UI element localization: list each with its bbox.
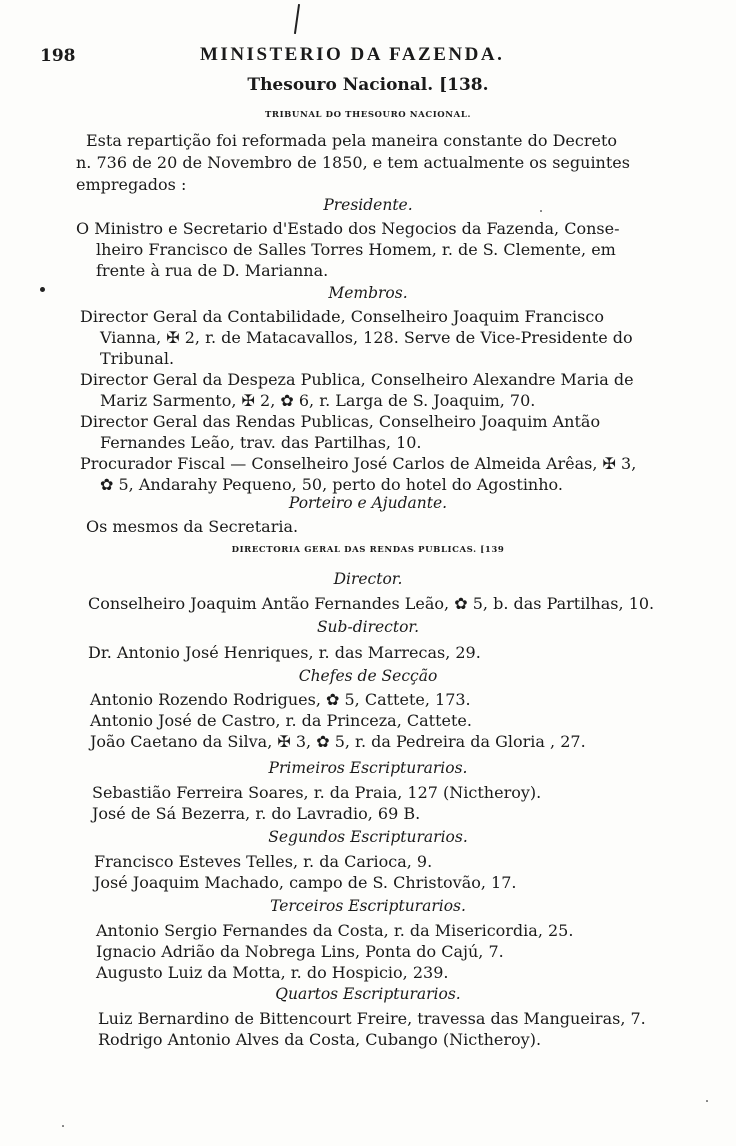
- directoria-title: DIRECTORIA GERAL DAS RENDAS PUBLICAS. [139: [231, 545, 505, 555]
- list-item: Luiz Bernardino de Bittencourt Freire, travessa das Mangueiras, 7.: [98, 1009, 646, 1028]
- intro-line: empregados :: [76, 175, 187, 194]
- list-item: Antonio Rozendo Rodrigues, ✿ 5, Cattete, 173.: [90, 690, 471, 709]
- heading-primeiros: Primeiros Escripturarios.: [268, 759, 468, 777]
- heading-terceiros: Terceiros Escripturarios.: [270, 897, 466, 915]
- entry-line: Tribunal.: [100, 349, 175, 368]
- list-item: Antonio Sergio Fernandes da Costa, r. da Misericordia, 25.: [96, 921, 574, 940]
- list-item: Augusto Luiz da Motta, r. do Hospicio, 239.: [96, 963, 449, 982]
- intro-line: n. 736 de 20 de Novembro de 1850, e tem actualmente os seguintes: [76, 153, 630, 172]
- tribunal-title: TRIBUNAL DO THESOURO NACIONAL.: [264, 110, 472, 120]
- entry-line: Fernandes Leão, trav. das Partilhas, 10.: [100, 433, 422, 452]
- heading-membros: Membros.: [328, 284, 408, 302]
- entry-line: Director Geral da Despeza Publica, Conselheiro Alexandre Maria de: [80, 370, 634, 389]
- entry-membro: [80, 369, 660, 411]
- list-item: José Joaquim Machado, campo de S. Christovão, 17.: [94, 873, 517, 892]
- list-item: José de Sá Bezerra, r. do Lavradio, 69 B.: [92, 804, 421, 823]
- entry-line: lheiro Francisco de Salles Torres Homem, r. de S. Clemente, em: [96, 240, 616, 259]
- entry-line: Director Geral das Rendas Publicas, Conselheiro Joaquim Antão: [80, 412, 601, 431]
- entry-line: Vianna, ✠ 2, r. de Matacavallos, 128. Serve de Vice-Presidente do: [100, 328, 633, 347]
- entry-line: Procurador Fiscal — Conselheiro José Carlos de Almeida Arêas, ✠ 3,: [80, 454, 637, 473]
- heading-subdirector: Sub-director.: [316, 618, 420, 636]
- intro-paragraph: [76, 130, 656, 196]
- entry-porteiro: Os mesmos da Secretaria.: [86, 517, 299, 536]
- heading-segundos: Segundos Escripturarios.: [268, 828, 468, 846]
- list-item: João Caetano da Silva, ✠ 3, ✿ 5, r. da Pedreira da Gloria , 27.: [90, 732, 586, 751]
- page-header: [40, 42, 696, 68]
- entry-director: Conselheiro Joaquim Antão Fernandes Leão, ✿ 5, b. das Partilhas, 10.: [88, 594, 655, 613]
- heading-director: Director.: [333, 570, 403, 588]
- entry-line: Director Geral da Contabilidade, Conselheiro Joaquim Francisco: [80, 307, 604, 326]
- list-item: Ignacio Adrião da Nobrega Lins, Ponta do Cajú, 7.: [96, 942, 504, 961]
- page-number: 198: [40, 46, 76, 66]
- entry-line: Mariz Sarmento, ✠ 2, ✿ 6, r. Larga de S. Joaquim, 70.: [100, 391, 536, 410]
- heading-porteiro: Porteiro e Ajudante.: [288, 494, 448, 512]
- entry-line: O Ministro e Secretario d'Estado dos Negocios da Fazenda, Conse-: [76, 219, 620, 238]
- entry-line: frente à rua de D. Marianna.: [96, 261, 329, 280]
- intro-line: Esta repartição foi reformada pela maneira constante do Decreto: [86, 131, 618, 150]
- entry-line: ✿ 5, Andarahy Pequeno, 50, perto do hotel do Agostinho.: [100, 475, 563, 494]
- running-title: MINISTERIO DA FAZENDA.: [200, 44, 505, 65]
- list-item: Sebastião Ferreira Soares, r. da Praia, 127 (Nictheroy).: [92, 783, 542, 802]
- entry-presidente: [76, 218, 656, 281]
- list-item: Rodrigo Antonio Alves da Costa, Cubango (Nictheroy).: [98, 1030, 542, 1049]
- list-item: Antonio José de Castro, r. da Princeza, Cattete.: [90, 711, 472, 730]
- heading-presidente: Presidente.: [323, 196, 413, 214]
- entry-membro: [80, 453, 660, 495]
- entry-membro: [80, 411, 660, 453]
- heading-quartos: Quartos Escripturarios.: [275, 985, 461, 1003]
- list-item: Francisco Esteves Telles, r. da Carioca, 9.: [94, 852, 433, 871]
- entry-membro: [80, 306, 660, 369]
- heading-chefes: Chefes de Secção: [298, 667, 438, 685]
- entry-subdirector: Dr. Antonio José Henriques, r. das Marrecas, 29.: [88, 643, 481, 662]
- ink-mark: [294, 4, 300, 34]
- section-subtitle: Thesouro Nacional. [138.: [247, 75, 489, 95]
